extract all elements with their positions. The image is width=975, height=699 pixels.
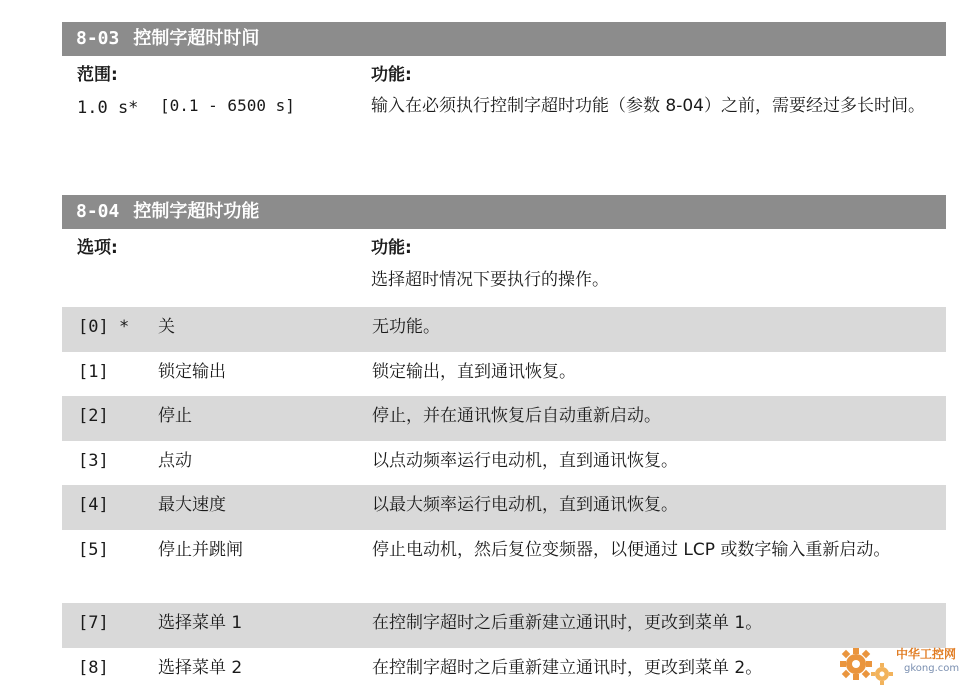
function-label: 功能: bbox=[371, 65, 412, 85]
option-name: 最大速度 bbox=[158, 495, 226, 515]
option-index: [1] bbox=[78, 362, 109, 382]
option-description: 在控制字超时之后重新建立通讯时，更改到菜单 2。 bbox=[372, 658, 763, 678]
section-header-8-03 bbox=[62, 22, 946, 56]
function-label: 功能: bbox=[371, 238, 412, 258]
option-name: 选择菜单 1 bbox=[158, 613, 243, 633]
option-row bbox=[62, 485, 946, 530]
option-name: 停止 bbox=[158, 406, 192, 426]
option-description: 锁定输出，直到通讯恢复。 bbox=[372, 362, 576, 382]
option-index: [7] bbox=[78, 613, 109, 633]
param-intro: 选择超时情况下要执行的操作。 bbox=[371, 270, 609, 290]
option-index: [4] bbox=[78, 495, 109, 515]
option-name: 锁定输出 bbox=[158, 362, 226, 382]
param-code: 8-03 bbox=[76, 28, 120, 49]
option-index: [2] bbox=[78, 406, 109, 426]
watermark-url: gkong.com bbox=[904, 663, 960, 674]
watermark-text: 中华工控网 bbox=[896, 647, 957, 661]
param-title: 控制字超时功能 bbox=[133, 201, 260, 222]
option-description: 停止，并在通讯恢复后自动重新启动。 bbox=[372, 406, 661, 426]
option-name: 关 bbox=[158, 317, 175, 337]
option-index: [0] * bbox=[78, 317, 130, 337]
option-row bbox=[62, 603, 946, 648]
param-title: 控制字超时时间 bbox=[133, 28, 260, 49]
watermark-logo bbox=[838, 644, 968, 690]
option-row bbox=[62, 648, 946, 693]
option-description: 无功能。 bbox=[372, 317, 440, 337]
param-description: 输入在必须执行控制字超时功能（参数 8-04）之前，需要经过多长时间。 bbox=[371, 96, 925, 116]
option-row bbox=[62, 396, 946, 441]
option-name: 选择菜单 2 bbox=[158, 658, 243, 678]
option-description: 以最大频率运行电动机，直到通讯恢复。 bbox=[372, 495, 678, 515]
options-label: 选项: bbox=[77, 238, 118, 258]
option-row bbox=[62, 441, 946, 486]
option-name: 点动 bbox=[158, 451, 192, 471]
option-index: [5] bbox=[78, 540, 109, 560]
default-value: 1.0 s* bbox=[77, 98, 139, 118]
option-row bbox=[62, 530, 946, 600]
option-description: 以点动频率运行电动机，直到通讯恢复。 bbox=[372, 451, 678, 471]
option-index: [8] bbox=[78, 658, 109, 678]
range-value: [0.1 - 6500 s] bbox=[160, 96, 295, 115]
section-header-8-04 bbox=[62, 195, 946, 229]
option-row bbox=[62, 352, 946, 397]
param-code: 8-04 bbox=[76, 201, 120, 222]
option-description: 停止电动机，然后复位变频器，以便通过 LCP 或数字输入重新启动。 bbox=[372, 540, 891, 560]
gear-icon bbox=[838, 644, 898, 690]
option-name: 停止并跳闸 bbox=[158, 540, 243, 560]
option-index: [3] bbox=[78, 451, 109, 471]
range-label: 范围: bbox=[77, 65, 118, 85]
option-row bbox=[62, 307, 946, 352]
option-description: 在控制字超时之后重新建立通讯时，更改到菜单 1。 bbox=[372, 613, 763, 633]
